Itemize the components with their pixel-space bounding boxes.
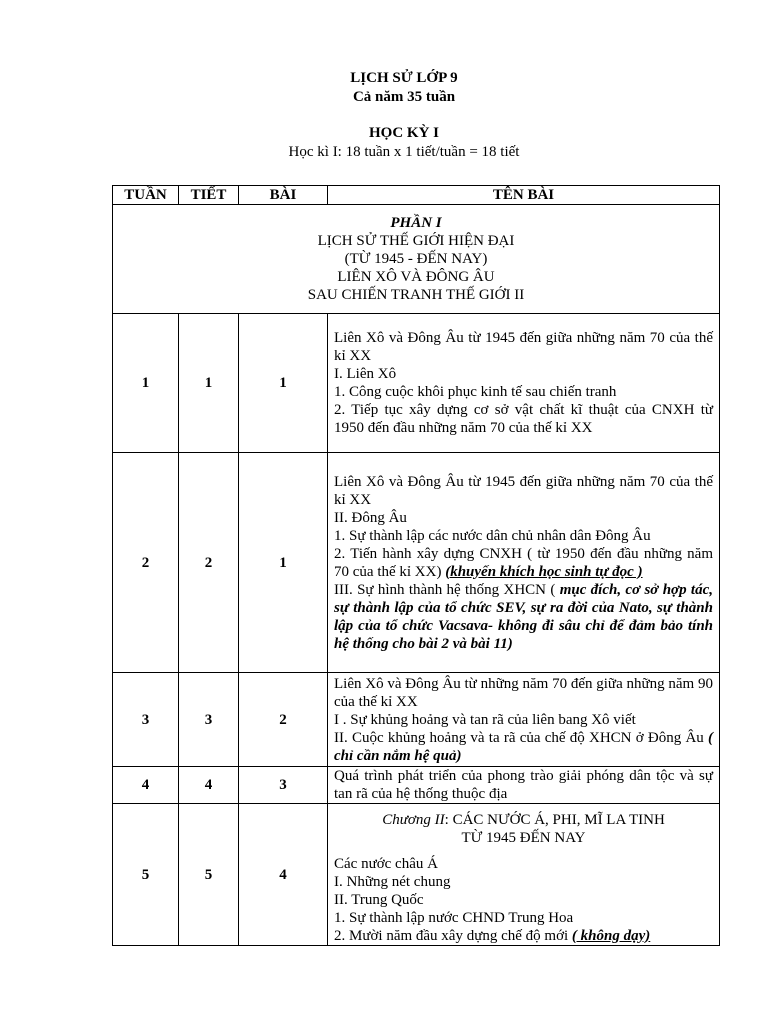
lesson-line: I . Sự khủng hoảng và tan rã của liên bang Xô viết: [334, 711, 636, 728]
cell-ten-bai: [328, 453, 720, 673]
cell-ten-bai: [328, 767, 720, 804]
table-row: [113, 673, 720, 767]
col-header-tuan: TUẦN: [113, 186, 179, 205]
cell-bai: 3: [239, 767, 328, 804]
cell-bai: 1: [239, 453, 328, 673]
table-row: [113, 314, 720, 453]
cell-tuan: 5: [113, 804, 179, 946]
lesson-line: [334, 729, 713, 765]
cell-tiet: 2: [179, 453, 239, 673]
lesson-line: 2. Tiếp tục xây dựng cơ sở vật chất kĩ thuật của CNXH từ 1950 đến đầu những năm 70 của thế kỉ XX: [334, 402, 713, 436]
lesson-note: ( chỉ cần nắm hệ quả): [334, 729, 713, 764]
lesson-line: 1. Sự thành lập các nước dân chủ nhân dân Đông Âu: [334, 527, 651, 544]
part-line-4: SAU CHIẾN TRANH THẾ GIỚI II: [307, 287, 525, 303]
cell-ten-bai: [328, 804, 720, 946]
lesson-text: III. Sự hình thành hệ thống XHCN (: [334, 581, 560, 598]
lesson-text: II. Cuộc khủng hoảng và ta rã của chế độ XHCN ở Đông Âu: [334, 729, 708, 746]
lesson-line: II. Đông Âu: [334, 509, 407, 526]
lesson-text: 2. Mười năm đầu xây dựng chế độ mới: [334, 927, 572, 944]
cell-ten-bai: [328, 314, 720, 453]
chapter-label: Chương II: [382, 811, 445, 828]
part-line-1: LỊCH SỬ THẾ GIỚI HIỆN ĐẠI: [317, 233, 515, 249]
lesson-line: 1. Sự thành lập nước CHND Trung Hoa: [334, 909, 574, 926]
semester-heading: HỌC KỲ I: [368, 125, 439, 141]
lesson-text: 2. Tiến hành xây dựng CNXH ( từ 1950 đến đầu những năm 70 của thế kỉ XX): [334, 545, 713, 580]
part-row: [113, 205, 720, 314]
cell-bai: 1: [239, 314, 328, 453]
col-header-tiet: TIẾT: [179, 186, 239, 205]
lesson-line: II. Trung Quốc: [334, 891, 424, 908]
lesson-line: [334, 545, 713, 581]
lesson-note: mục đích, cơ sở hợp tác, sự thành lập của tổ chức SEV, sự ra đời của Nato, sự thành lập của tổ chức Vacsava- không đi sâu chỉ để đảm bảo tính hệ thống cho bài 2 và bài 11): [334, 581, 713, 652]
chapter-subtitle: TỪ 1945 ĐẾN NAY: [461, 829, 586, 846]
lesson-line: [334, 927, 713, 945]
col-header-ten-bai: TÊN BÀI: [328, 186, 720, 205]
lesson-note: ( không dạy): [571, 927, 651, 944]
lesson-note: (khuyến khích học sinh tự đọc ): [445, 563, 643, 580]
part-line-2: (TỪ 1945 - ĐẾN NAY): [344, 251, 488, 267]
part-label: PHẦN I: [390, 215, 442, 231]
lesson-line: Liên Xô và Đông Âu từ 1945 đến giữa những năm 70 của thế kỉ XX: [334, 330, 713, 364]
lesson-line: Liên Xô và Đông Âu từ 1945 đến giữa những năm 70 của thế kỉ XX: [334, 473, 713, 508]
cell-tiet: 5: [179, 804, 239, 946]
lesson-line: I. Những nét chung: [334, 873, 451, 890]
lesson-line: Các nước châu Á: [334, 855, 438, 872]
doc-year: Cả năm 35 tuần: [352, 89, 456, 105]
lesson-line: Quá trình phát triển của phong trào giải phóng dân tộc và sự tan rã của hệ thống thuộc địa: [334, 768, 713, 802]
part-line-3: LIÊN XÔ VÀ ĐÔNG ÂU: [337, 269, 495, 285]
col-header-bai: BÀI: [239, 186, 328, 205]
cell-tuan: 2: [113, 453, 179, 673]
cell-tuan: 4: [113, 767, 179, 804]
table-row: [113, 453, 720, 673]
syllabus-table: [112, 185, 720, 946]
lesson-line: I. Liên Xô: [334, 366, 397, 382]
chapter-title: : CÁC NƯỚC Á, PHI, MĨ LA TINH: [444, 811, 665, 828]
cell-bai: 2: [239, 673, 328, 767]
chapter-heading: [334, 811, 713, 829]
lesson-line: Liên Xô và Đông Âu từ những năm 70 đến giữa những năm 90 của thế kỉ XX: [334, 675, 713, 710]
table-header-row: [113, 186, 720, 205]
lesson-line: [334, 581, 713, 653]
cell-tuan: 1: [113, 314, 179, 453]
lesson-line: 1. Công cuộc khôi phục kinh tế sau chiến tranh: [334, 384, 617, 400]
cell-ten-bai: [328, 673, 720, 767]
doc-title: LỊCH SỬ LỚP 9: [350, 70, 458, 86]
cell-bai: 4: [239, 804, 328, 946]
table-row: [113, 767, 720, 804]
table-row: [113, 804, 720, 946]
cell-tuan: 3: [113, 673, 179, 767]
semester-info: Học kì I: 18 tuần x 1 tiết/tuần = 18 tiết: [288, 144, 520, 160]
cell-tiet: 1: [179, 314, 239, 453]
cell-tiet: 3: [179, 673, 239, 767]
cell-tiet: 4: [179, 767, 239, 804]
